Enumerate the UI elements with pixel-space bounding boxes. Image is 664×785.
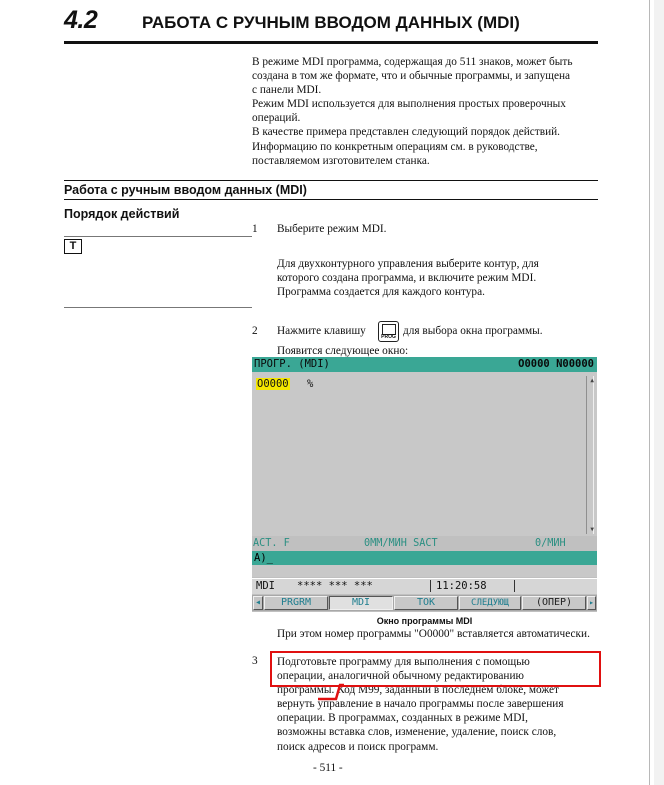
intro-line: Режим MDI используется для выполнения простых проверочных xyxy=(252,98,566,111)
intro-paragraph xyxy=(252,55,598,168)
intro-line: поставляемом изготовителем станка. xyxy=(252,154,430,167)
step-note xyxy=(277,257,598,299)
status-indicators: **** *** *** xyxy=(297,580,373,592)
status-separator xyxy=(430,580,431,592)
feed-value: 0ММ/МИН SACT xyxy=(364,538,438,549)
step-line: Подготовьте программу для выполнения с помощью xyxy=(277,656,530,668)
status-bar xyxy=(252,578,597,594)
subsection-rule-top xyxy=(64,180,598,181)
step-line: возможны вставка слов, изменение, удаление, поиск слов, xyxy=(277,726,557,739)
step-line: поиск адресов и поиск программ. xyxy=(277,740,439,753)
step-line: вернуть управление в начало программы после завершения xyxy=(277,698,564,711)
procedure-rule-bottom xyxy=(64,307,252,308)
softkey-current[interactable]: ТОК xyxy=(394,596,458,610)
softkey-next[interactable]: СЛЕДУЮЩ xyxy=(459,596,521,610)
page-number: - 511 - xyxy=(313,762,343,774)
procedure-heading: Порядок действий xyxy=(64,207,180,221)
caption-note: При этом номер программы "O0000" вставляется автоматически. xyxy=(277,628,590,640)
intro-line: создана в том же формате, что и обычные программы, и запущена xyxy=(252,70,571,83)
status-separator xyxy=(514,580,515,592)
step-result: Появится следующее окно: xyxy=(277,345,409,357)
key-label: PROG xyxy=(381,334,396,340)
highlight-box xyxy=(270,651,601,687)
act-f-label: ACT. F xyxy=(253,538,290,549)
program-block-number: O0000 N00000 xyxy=(518,358,594,370)
softkey-bar xyxy=(252,595,597,611)
figure-caption: Окно программы MDI xyxy=(376,616,473,626)
actual-feed-line xyxy=(252,537,597,550)
spindle-value: 0/МИН xyxy=(535,538,566,549)
prog-key-icon xyxy=(378,321,399,342)
intro-line: операций. xyxy=(252,112,301,125)
step-line: операции, аналогичной обычному редактированию xyxy=(277,670,524,683)
note-line: Для двухконтурного управления выберите контур, для xyxy=(277,258,539,270)
program-edit-area[interactable] xyxy=(252,372,597,536)
step-line: операции. В программах, созданных в режиме MDI, xyxy=(277,712,528,725)
two-path-control-icon: T xyxy=(64,239,82,254)
page-edge xyxy=(654,0,664,785)
scrollbar[interactable] xyxy=(586,376,594,534)
screen-title: ПРОГР. (MDI) xyxy=(254,358,330,370)
section-title: РАБОТА С РУЧНЫМ ВВОДОМ ДАННЫХ (MDI) xyxy=(142,13,520,32)
subsection-rule-bottom xyxy=(64,199,598,200)
procedure-rule xyxy=(64,236,252,237)
step-text: Нажмите клавишу xyxy=(277,325,366,337)
input-prompt: A)_ xyxy=(254,552,273,564)
softkey-return-icon[interactable]: ◂ xyxy=(254,597,262,608)
note-line: которого создана программа, и включите режим MDI. xyxy=(277,272,537,285)
section-number: 4.2 xyxy=(64,6,98,34)
step-number: 1 xyxy=(252,223,258,235)
step-line: программы. Код M99, заданный в последнем блоке, может xyxy=(277,684,559,697)
note-line: Программа создается для каждого контура. xyxy=(277,286,485,299)
screen-header xyxy=(252,357,597,372)
mdi-program-screen xyxy=(252,357,597,612)
status-time: 11:20:58 xyxy=(436,580,487,592)
program-number-cursor: O0000 xyxy=(257,378,289,390)
softkey-continue-icon[interactable]: ▸ xyxy=(587,596,596,610)
scroll-up-icon[interactable]: ▲ xyxy=(590,377,594,384)
intro-line: В режиме MDI программа, содержащая до 511 знаков, может быть xyxy=(252,56,573,68)
step-text: Выберите режим MDI. xyxy=(277,223,387,235)
softkey-prgrm[interactable]: PRGRM xyxy=(264,596,328,610)
softkey-operation[interactable]: (ОПЕР) xyxy=(522,596,586,610)
softkey-mdi[interactable]: MDI xyxy=(329,596,393,610)
intro-line: с панели MDI. xyxy=(252,84,322,97)
step-number: 2 xyxy=(252,325,258,337)
step-number: 3 xyxy=(252,655,258,667)
subsection-title: Работа с ручным вводом данных (MDI) xyxy=(64,183,307,197)
intro-line: В качестве примера представлен следующий порядок действий. xyxy=(252,126,560,139)
scroll-down-icon[interactable]: ▼ xyxy=(590,526,594,533)
message-line xyxy=(252,565,597,577)
program-end-mark: % xyxy=(307,378,314,390)
intro-line: Информацию по конкретным операциям см. в руководстве, xyxy=(252,140,538,153)
highlight-connector xyxy=(318,683,346,701)
key-input-line[interactable] xyxy=(252,551,597,565)
section-divider xyxy=(64,41,598,44)
step-text: для выбора окна программы. xyxy=(403,325,543,337)
status-mode: MDI xyxy=(256,580,275,592)
